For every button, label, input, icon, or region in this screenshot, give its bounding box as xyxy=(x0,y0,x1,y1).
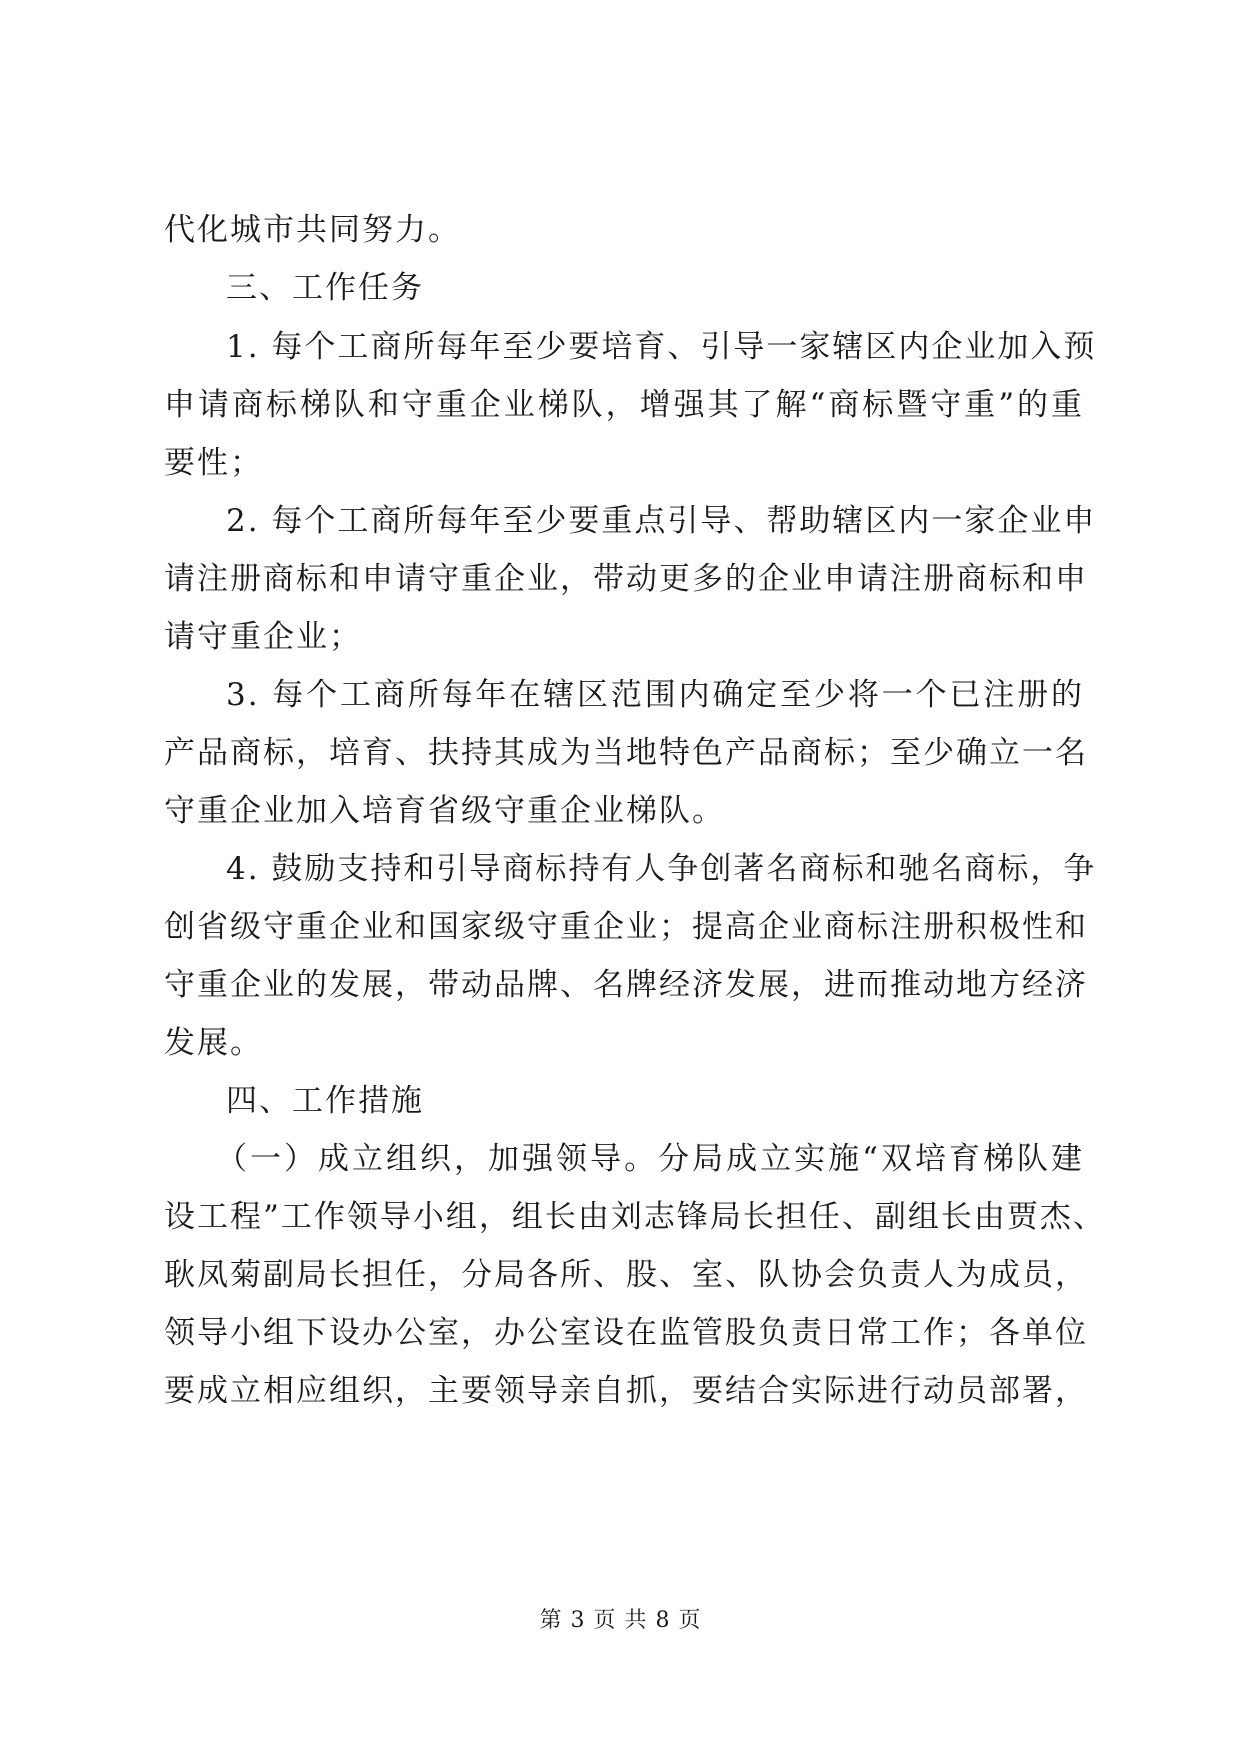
paragraph-line: 领导小组下设办公室，办公室设在监管股负责日常工作；各单位 xyxy=(164,1315,1088,1351)
paragraph-line: 要性； xyxy=(164,445,263,481)
paragraph-line: 设工程”工作领导小组，组长由刘志锋局长担任、副组长由贾杰、 xyxy=(164,1199,1106,1235)
section-heading: 三、工作任务 xyxy=(226,270,424,306)
section-heading: 四、工作措施 xyxy=(226,1083,424,1119)
paragraph-line: 4. 鼓励支持和引导商标持有人争创著名商标和驰名商标，争 xyxy=(226,851,1097,887)
paragraph-line: 请守重企业； xyxy=(164,619,362,655)
paragraph-line: 创省级守重企业和国家级守重企业；提高企业商标注册积极性和 xyxy=(164,909,1088,945)
paragraph-line: 守重企业加入培育省级守重企业梯队。 xyxy=(164,793,725,829)
paragraph-line: 守重企业的发展，带动品牌、名牌经济发展，进而推动地方经济 xyxy=(164,967,1088,1003)
paragraph-line: （一）成立组织，加强领导。分局成立实施“双培育梯队建 xyxy=(216,1141,1084,1177)
paragraph-line: 耿凤菊副局长担任，分局各所、股、室、队协会负责人为成员， xyxy=(164,1257,1088,1293)
paragraph-line: 请注册商标和申请守重企业，带动更多的企业申请注册商标和申 xyxy=(164,561,1088,597)
paragraph-line: 3. 每个工商所每年在辖区范围内确定至少将一个已注册的 xyxy=(226,677,1084,713)
paragraph-line: 要成立相应组织，主要领导亲自抓，要结合实际进行动员部署， xyxy=(164,1373,1088,1409)
paragraph-line: 代化城市共同努力。 xyxy=(164,212,461,248)
paragraph-line: 2. 每个工商所每年至少要重点引导、帮助辖区内一家企业申 xyxy=(226,503,1097,539)
paragraph-line: 发展。 xyxy=(164,1025,263,1061)
paragraph-line: 申请商标梯队和守重企业梯队，增强其了解“商标暨守重”的重 xyxy=(164,387,1084,423)
page-footer: 第 3 页 共 8 页 xyxy=(539,1608,702,1633)
paragraph-line: 1. 每个工商所每年至少要培育、引导一家辖区内企业加入预 xyxy=(226,329,1097,365)
paragraph-line: 产品商标，培育、扶持其成为当地特色产品商标；至少确立一名 xyxy=(164,735,1088,771)
